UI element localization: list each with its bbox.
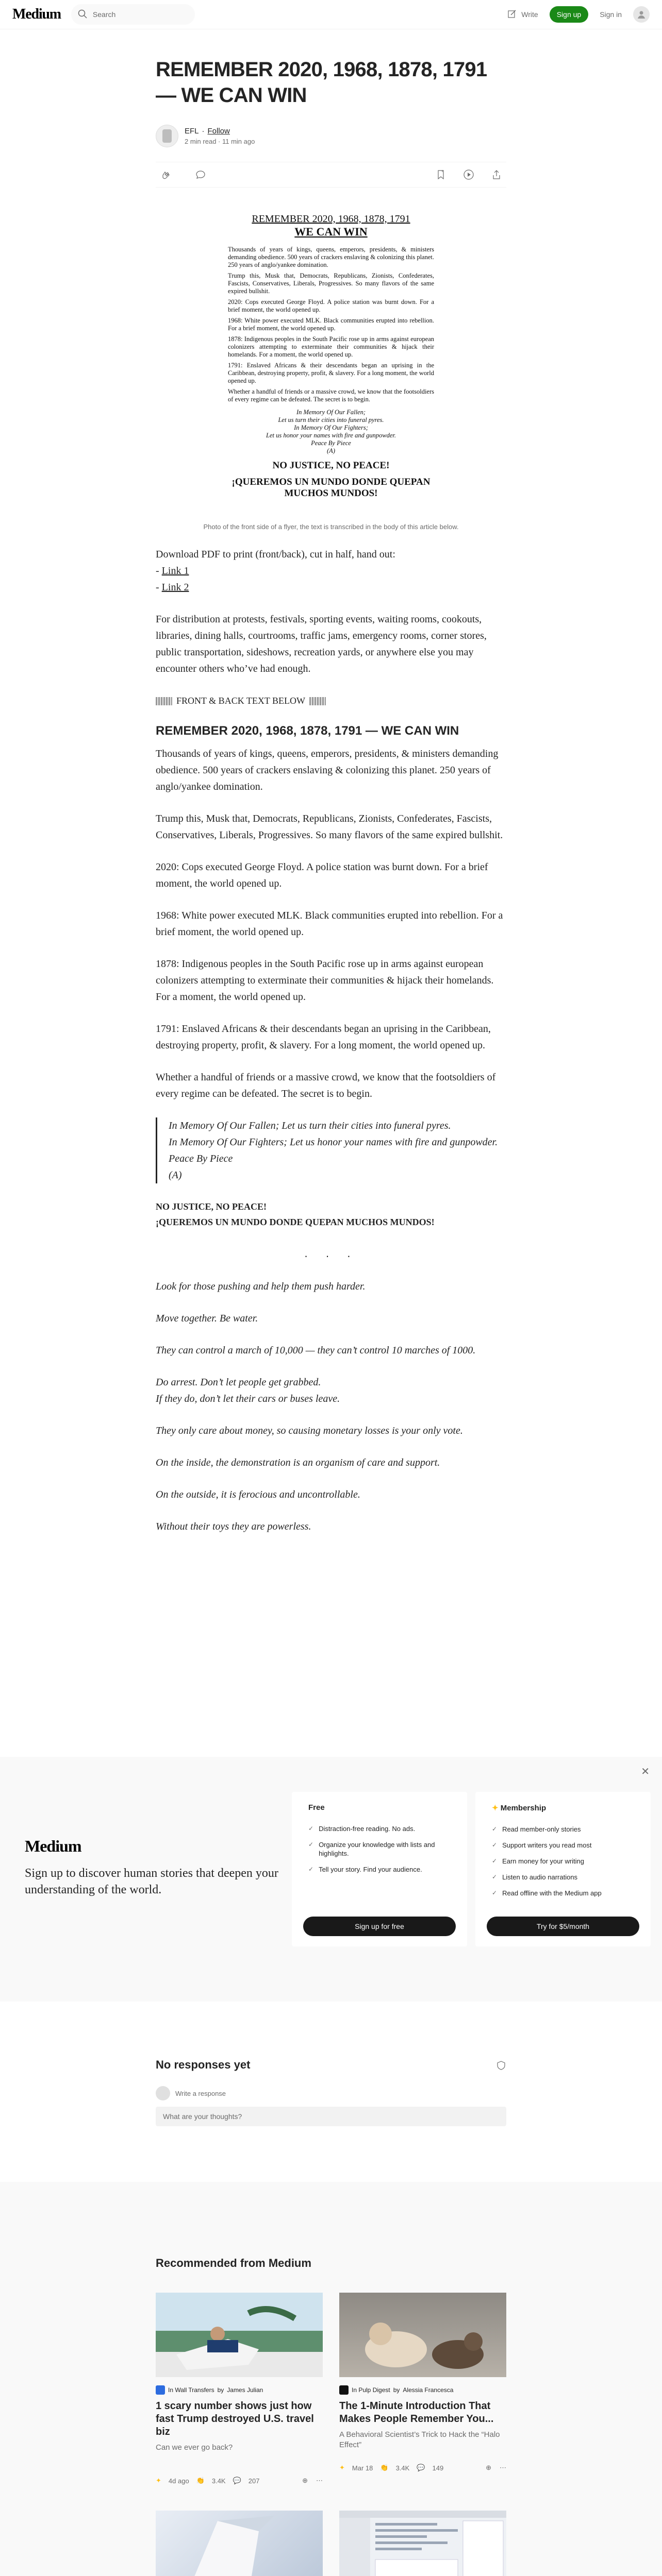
card-image bbox=[156, 2293, 323, 2377]
recommended-card[interactable] bbox=[156, 2293, 323, 2485]
responses-title: No responses yet bbox=[156, 2058, 251, 2071]
slogan-line: ¡QUEREMOS UN MUNDO DONDE QUEPAN MUCHOS MUNDOS! bbox=[156, 1217, 435, 1227]
bookmark-icon[interactable]: ⊕ bbox=[302, 2477, 308, 2484]
card-publication: In Wall Transfers by James Julian bbox=[156, 2385, 323, 2395]
card-title: The 1-Minute Introduction That Makes People Remember You... bbox=[339, 2400, 494, 2425]
flyer-poem-line: Let us turn their cities into funeral pyres. bbox=[278, 416, 384, 423]
star-icon: ✦ bbox=[339, 2464, 345, 2471]
check-icon: ✓ bbox=[492, 1841, 498, 1849]
section-heading: REMEMBER 2020, 1968, 1878, 1791 — WE CAN WIN bbox=[156, 724, 459, 738]
search-placeholder: Search bbox=[92, 10, 116, 19]
membership-title: ✦ Membership bbox=[492, 1804, 547, 1812]
download-text: Download PDF to print (front/back), cut in half, hand out: bbox=[156, 549, 395, 560]
flyer-heading: REMEMBER 2020, 1968, 1878, 1791 bbox=[252, 213, 410, 225]
author-avatar[interactable] bbox=[156, 125, 178, 147]
back-paragraph bbox=[156, 1374, 506, 1407]
medium-logo[interactable]: Medium bbox=[12, 6, 61, 22]
plan-feature-text: Read member-only stories bbox=[502, 1825, 581, 1833]
bookmark-icon[interactable] bbox=[435, 169, 446, 180]
body-paragraph: 1968: White power executed MLK. Black communities erupted into rebellion. For a brief moment, the world opened up. bbox=[156, 910, 503, 938]
flyer-poem-line: In Memory Of Our Fallen; bbox=[296, 409, 366, 416]
plan-feature-text: Distraction-free reading. No ads. bbox=[319, 1825, 416, 1833]
flyer-paragraph: Trump this, Musk that, Democrats, Republicans, Zionists, Confederates, Fascists, Conservatives, Liberals, Progressives. So many flavors of the same expired bullshit. bbox=[228, 272, 434, 295]
quote-line: (A) bbox=[169, 1170, 182, 1181]
follow-link[interactable]: Follow bbox=[207, 127, 230, 135]
card-meta: ✦ 4d ago 👏 3.4K 💬 207 ⊕ ⋯ bbox=[156, 2477, 323, 2485]
hatch-bar bbox=[309, 697, 326, 705]
recommended-card[interactable] bbox=[339, 2511, 506, 2576]
flyer-paragraph: 1791: Enslaved Africans & their descendants began an uprising in the Caribbean, destroying property, profit, & slavery. For a long moment, the world opened up. bbox=[228, 362, 434, 384]
back-paragraph: Look for those pushing and help them push harder. bbox=[156, 1281, 366, 1292]
plan-feature bbox=[308, 1865, 451, 1874]
check-icon: ✓ bbox=[308, 1825, 314, 1832]
flyer-paragraph: 1878: Indigenous peoples in the South Pacific rose up in arms against european colonizers attempting to exterminate their communities & hijack their homelands. For a moment, the world opened up. bbox=[228, 335, 434, 358]
flyer-paragraph: 1968: White power executed MLK. Black communities erupted into rebellion. For a brief moment, the world opened up. bbox=[228, 317, 434, 332]
back-paragraph: Move together. Be water. bbox=[156, 1313, 258, 1324]
slogan-line: NO JUSTICE, NO PEACE! bbox=[156, 1201, 267, 1212]
body-paragraph: 1878: Indigenous peoples in the South Pacific rose up in arms against european colonizers attempting to exterminate their communities & hijack their homelands. For a moment, the world opened up. bbox=[156, 958, 494, 1003]
response-user-label: Write a response bbox=[175, 2089, 226, 2097]
flyer-slogan: NO JUSTICE, NO PEACE! bbox=[272, 460, 390, 471]
plan-feature-text: Support writers you read most bbox=[502, 1841, 592, 1849]
card-image bbox=[156, 2511, 323, 2576]
plan-feature-text: Tell your story. Find your audience. bbox=[319, 1866, 422, 1873]
star-icon: ✦ bbox=[492, 1804, 499, 1812]
flyer-paragraph: Whether a handful of friends or a massive crowd, we know that the footsoldiers of every regime can be defeated. The secret is to begin. bbox=[228, 388, 434, 403]
article bbox=[156, 57, 506, 1535]
body-paragraph: 1791: Enslaved Africans & their descendants began an uprising in the Caribbean, destroying property, profit, & slavery. For a long moment, the world opened up. bbox=[156, 1023, 491, 1051]
search-icon bbox=[77, 9, 93, 21]
plan-feature bbox=[492, 1889, 634, 1897]
section-separator: · · · bbox=[304, 1249, 358, 1262]
author-row: EFL · Follow 2 min read · 11 min ago bbox=[156, 125, 506, 147]
quote-line: In Memory Of Our Fighters; Let us honor your names with fire and gunpowder. bbox=[169, 1137, 498, 1148]
signin-link[interactable]: Sign in bbox=[600, 10, 622, 19]
plan-feature-text: Organize your knowledge with lists and highlights. bbox=[319, 1841, 435, 1857]
flyer-poem-line: Peace By Piece bbox=[311, 439, 351, 447]
publish-age: 11 min ago bbox=[222, 138, 255, 145]
publication-icon bbox=[156, 2385, 165, 2395]
shield-icon[interactable] bbox=[496, 2060, 506, 2073]
card-publication: In Pulp Digest by Alessia Francesca bbox=[339, 2385, 506, 2395]
back-paragraph: They only care about money, so causing monetary losses is your only vote. bbox=[156, 1425, 463, 1436]
back-line: Do arrest. Don’t let people get grabbed. bbox=[156, 1377, 321, 1388]
write-button[interactable] bbox=[507, 9, 538, 21]
paywall-logo: Medium bbox=[25, 1837, 81, 1855]
recommended-section bbox=[156, 2257, 506, 2576]
plan-feature bbox=[308, 1824, 451, 1833]
recommended-card[interactable] bbox=[339, 2293, 506, 2485]
recommended-title: Recommended from Medium bbox=[156, 2257, 311, 2269]
check-icon: ✓ bbox=[492, 1889, 498, 1896]
response-author bbox=[156, 2086, 506, 2100]
response-input[interactable]: What are your thoughts? bbox=[156, 2107, 506, 2126]
bookmark-icon[interactable]: ⊕ bbox=[486, 2464, 491, 2471]
plan-feature-text: Earn money for your writing bbox=[502, 1857, 585, 1865]
close-icon[interactable]: ✕ bbox=[641, 1766, 650, 1777]
back-line: If they do, don’t let their cars or buses leave. bbox=[156, 1393, 340, 1404]
check-icon: ✓ bbox=[492, 1873, 498, 1880]
body-paragraph: 2020: Cops executed George Floyd. A police station was burnt down. For a brief moment, the world opened up. bbox=[156, 861, 488, 889]
plan-feature bbox=[492, 1841, 634, 1850]
paywall-fade bbox=[0, 1690, 662, 1757]
user-avatar-icon[interactable] bbox=[633, 6, 650, 23]
share-icon[interactable] bbox=[491, 169, 502, 180]
comment-icon: 💬 bbox=[417, 2464, 425, 2471]
body-paragraph: Whether a handful of friends or a massive crowd, we know that the footsoldiers of every regime can be defeated. The secret is to begin. bbox=[156, 1072, 496, 1099]
body-paragraph: Thousands of years of kings, queens, emperors, presidents, & ministers demanding obedience. 500 years of crackers enslaving & colonizing this planet. 250 years of anglo/yankee domination. bbox=[156, 748, 499, 792]
signup-button[interactable]: Sign up bbox=[550, 6, 588, 23]
clap-icon: 👏 bbox=[380, 2464, 389, 2471]
plan-feature bbox=[492, 1825, 634, 1834]
flyer-poem-line: In Memory Of Our Fighters; bbox=[294, 424, 368, 431]
card-subtitle: Can we ever go back? bbox=[156, 2443, 233, 2452]
body-paragraph: Trump this, Musk that, Democrats, Republicans, Zionists, Confederates, Fascists, Conservatives, Liberals, Progressives. So many flavors of the same expired bullshit. bbox=[156, 813, 503, 841]
membership-button[interactable]: Try for $5/month bbox=[487, 1917, 639, 1936]
front-back-divider bbox=[156, 696, 506, 706]
check-icon: ✓ bbox=[308, 1866, 314, 1873]
image-caption: Photo of the front side of a flyer, the text is transcribed in the body of this article below. bbox=[203, 523, 459, 531]
play-icon[interactable] bbox=[463, 169, 474, 180]
flyer-poem-line: Let us honor your names with fire and gunpowder. bbox=[266, 432, 396, 439]
link-1[interactable]: Link 1 bbox=[161, 565, 189, 577]
plan-feature-text: Read offline with the Medium app bbox=[502, 1889, 602, 1897]
check-icon: ✓ bbox=[492, 1857, 498, 1865]
back-paragraph: Without their toys they are powerless. bbox=[156, 1521, 311, 1532]
hatch-bar bbox=[156, 697, 172, 705]
clap-icon: 👏 bbox=[196, 2477, 205, 2484]
flyer-paragraph: 2020: Cops executed George Floyd. A police station was burnt down. For a brief moment, the world opened up. bbox=[228, 298, 434, 313]
plan-feature bbox=[308, 1840, 451, 1858]
distribution-text: For distribution at protests, festivals, sporting events, waiting rooms, cookouts, libraries, dining halls, courtrooms, traffic jams, emergency rooms, corner stores, public transportation, sideshows, recreation yards, or anywhere else you may encounter others who’ve had enough. bbox=[156, 614, 487, 674]
link-2[interactable]: Link 2 bbox=[161, 582, 189, 593]
link-list: - Link 1 - Link 2 bbox=[156, 565, 189, 593]
clap-icon[interactable] bbox=[160, 169, 171, 180]
free-plan-card bbox=[292, 1792, 467, 1946]
card-image bbox=[339, 2293, 506, 2377]
flyer-poem-line: (A) bbox=[327, 447, 335, 454]
flyer-subheading: WE CAN WIN bbox=[294, 225, 368, 238]
check-icon: ✓ bbox=[308, 1841, 314, 1848]
blockquote bbox=[156, 1117, 506, 1183]
write-icon bbox=[507, 9, 517, 21]
star-icon: ✦ bbox=[156, 2477, 161, 2484]
card-meta: ✦ Mar 18 👏 3.4K 💬 149 ⊕ ⋯ bbox=[339, 2464, 506, 2472]
check-icon: ✓ bbox=[492, 1825, 498, 1833]
plan-feature-text: Listen to audio narrations bbox=[502, 1873, 578, 1881]
article-title: REMEMBER 2020, 1968, 1878, 1791 — WE CAN WIN bbox=[156, 58, 487, 107]
card-title: 1 scary number shows just how fast Trump destroyed U.S. travel biz bbox=[156, 2400, 314, 2437]
more-icon[interactable]: ⋯ bbox=[500, 2464, 506, 2471]
quote-line: In Memory Of Our Fallen; Let us turn their cities into funeral pyres. bbox=[169, 1120, 451, 1131]
read-time: 2 min read bbox=[185, 138, 217, 145]
response-avatar bbox=[156, 2086, 170, 2100]
responses-section bbox=[156, 2058, 506, 2126]
plan-feature bbox=[492, 1857, 634, 1866]
slogans bbox=[156, 1199, 506, 1230]
flyer-paragraph: Thousands of years of kings, queens, emperors, presidents, & ministers demanding obedience. 500 years of crackers enslaving & colonizing this planet. 250 years of anglo/yankee domination. bbox=[228, 246, 434, 268]
flyer-slogan: ¡QUEREMOS UN MUNDO DONDE QUEPAN MUCHOS MUNDOS! bbox=[231, 477, 431, 499]
recommended-card[interactable] bbox=[156, 2511, 323, 2576]
comment-icon: 💬 bbox=[233, 2477, 241, 2484]
front-back-label: FRONT & BACK TEXT BELOW bbox=[176, 696, 306, 706]
search-box[interactable] bbox=[71, 4, 195, 25]
paywall-banner bbox=[0, 1757, 662, 2002]
free-plan-title: Free bbox=[308, 1803, 325, 1812]
more-icon[interactable]: ⋯ bbox=[316, 2477, 323, 2484]
back-paragraph: On the outside, it is ferocious and uncontrollable. bbox=[156, 1489, 360, 1500]
flyer-poem bbox=[228, 409, 434, 455]
author-name[interactable]: EFL bbox=[185, 127, 199, 135]
quote-line: Peace By Piece bbox=[169, 1153, 233, 1164]
signup-free-button[interactable]: Sign up for free bbox=[303, 1917, 456, 1936]
flyer-image bbox=[228, 213, 434, 499]
back-paragraph: They can control a march of 10,000 — they can’t control 10 marches of 1000. bbox=[156, 1345, 476, 1356]
paywall-tagline: Sign up to discover human stories that deepen your understanding of the world. bbox=[25, 1867, 278, 1896]
comment-icon[interactable] bbox=[195, 169, 206, 180]
write-label: Write bbox=[521, 10, 538, 19]
publication-icon bbox=[339, 2385, 349, 2395]
action-bar bbox=[156, 162, 506, 188]
membership-card bbox=[475, 1792, 651, 1946]
plan-feature bbox=[492, 1873, 634, 1882]
card-subtitle: A Behavioral Scientist’s Trick to Hack the “Halo Effect” bbox=[339, 2430, 500, 2449]
card-image bbox=[339, 2511, 506, 2576]
back-paragraph: On the inside, the demonstration is an organism of care and support. bbox=[156, 1457, 440, 1468]
top-bar bbox=[0, 0, 662, 29]
